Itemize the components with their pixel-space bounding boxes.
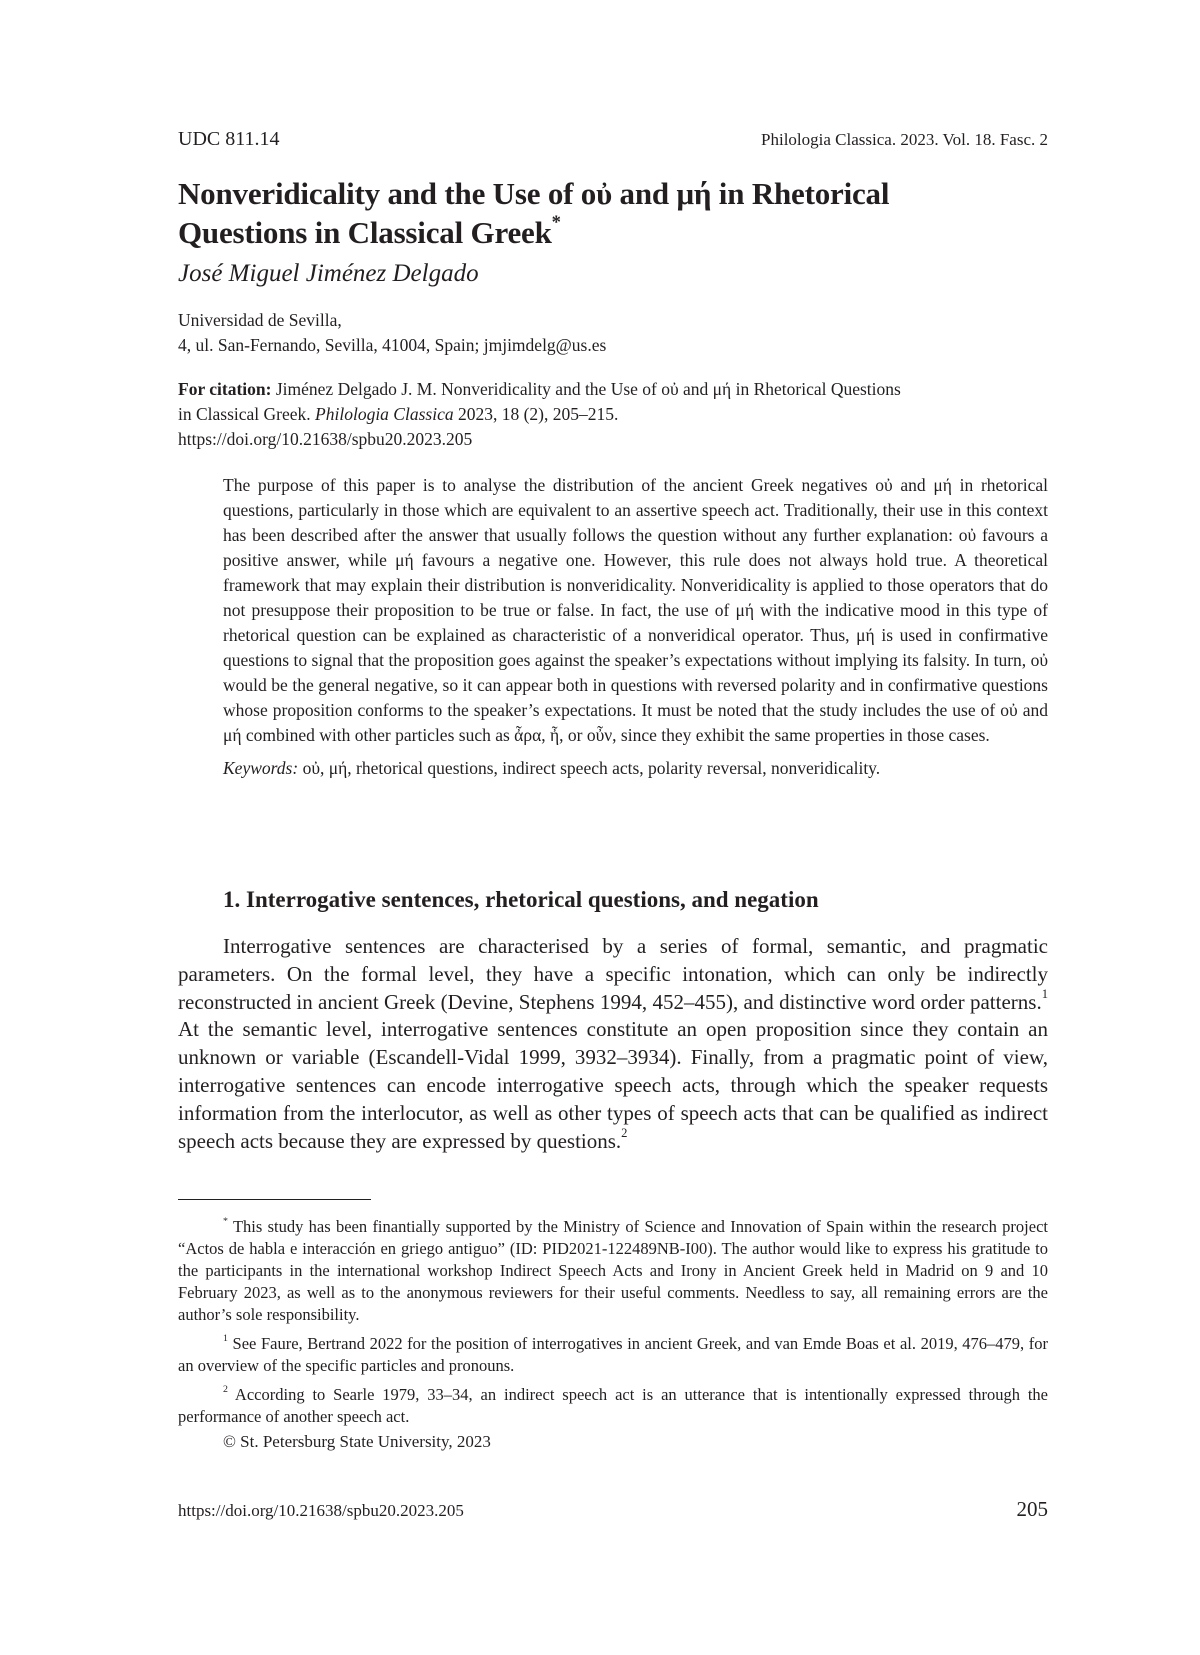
affiliation-line-1: Universidad de Sevilla, [178,310,342,330]
keywords-list: οὐ, μή, rhetorical questions, indirect speech acts, polarity reversal, nonveridicality. [298,758,881,778]
footer-doi-link[interactable]: https://doi.org/10.21638/spbu20.2023.205 [178,1501,464,1520]
body-paragraph: Interrogative sentences are characterised by a series of formal, semantic, and pragmatic parameters. On the formal level, they have a specific intonation, which can only be indirectly reconstructed in ancient Greek (Devine, Stephens 1994, 452–455), and distinctive word order patterns.$^1$ At the semantic level, interrogative sentences constitute an open proposition since they contain an unknown or variable (Escandell-Vidal 1999, 3932–3934). Finally, from a pragmatic point of view, interrogative sentences can encode interrogative speech acts, through which the speaker requests information from the interlocutor, as well as other types of speech acts that can be qualified as indirect speech acts because they are expressed by questions.$^2$ [178,934,1048,1153]
journal-reference: Philologia Classica. 2023. Vol. 18. Fasc. 2 [761,130,1048,149]
page-number: 205 [1016,1497,1048,1521]
citation-line-1: For citation: Jiménez Delgado J. M. Nonveridicality and the Use of οὐ and μή in Rhetorical Questions [178,379,901,399]
udc-code: UDC 811.14 [178,128,280,150]
footnote-1: $^1$ See Faure, Bertrand 2022 for the position of interrogatives in ancient Greek, and van Emde Boas et al. 2019, 476–479, for an overview of the specific particles and pronouns. [178,1332,1049,1375]
abstract-text: The purpose of this paper is to analyse the distribution of the ancient Greek negatives οὐ and μή in rhetorical questions, particularly in those which are equivalent to an assertive speech act. Traditionally, their use in this context has been described after the answer that usually follows the question without any further explanation: οὐ favours a positive answer, while μή favours a negative one. However, this rule does not always hold true. A theoretical framework that may explain their distribution is nonveridicality. Nonveridicality is applied to those operators that do not presuppose their proposition to be true or false. In fact, the use of μή with the indicative mood in this type of rhetorical question can be explained as characteristic of a nonveridical operator. Thus, μή is used in confirmative questions to signal that the proposition goes against the speaker’s expectations without implying its falsity. In turn, οὐ would be the general negative, so it can appear both in questions with reversed polarity and in confirmative questions whose proposition conforms to the speaker’s expectations. It must be noted that the study includes the use of οὐ and μή combined with other particles such as ἆρα, ἦ, or οὖν, since they exhibit the same properties in those cases. [223,475,1048,745]
citation-journal: Philologia Classica [315,404,454,424]
footnote-2: $^2$ According to Searle 1979, 33–34, an indirect speech act is an utterance that is intentionally expressed through the performance of another speech act. [178,1383,1048,1426]
section-heading: 1. Interrogative sentences, rhetorical questions, and negation [223,887,819,912]
author-name: José Miguel Jiménez Delgado [178,260,479,287]
citation-line-2: in Classical Greek. Philologia Classica 2023, 18 (2), 205–215. [178,404,619,424]
footnote-ref-1[interactable]: 1 [1041,987,1048,1002]
body-text [178,933,1048,1155]
keywords-label: Keywords: [223,758,299,778]
keywords [223,756,1048,781]
copyright-notice: © St. Petersburg State University, 2023 [223,1432,491,1451]
title-line-1: Nonveridicality and the Use of οὐ and μή in Rhetorical [178,176,890,211]
footnote-ref-2[interactable]: 2 [621,1126,628,1141]
title-line-2: Questions in Classical Greek* [178,211,561,250]
citation-block [178,377,1048,452]
abstract [223,473,1048,781]
title-footnote-marker[interactable]: * [551,211,561,233]
footnote-star: * This study has been finantially supported by the Ministry of Science and Innovation of Spain within the research project “Actos de habla e interacción en griego antiguo” (ID: PID2021-122489NB-I00). The author would like to express his gratitude to the participants in the international workshop Indirect Speech Acts and Irony in Ancient Greek held in Madrid on 9 and 10 February 2023, as well as to the anonymous reviewers for their useful comments. Needless to say, all remaining errors are the author’s sole responsibility. [178,1215,1048,1324]
page-footer [178,1497,1048,1525]
footnote-separator [178,1199,371,1200]
affiliation [178,308,606,358]
citation-doi-link[interactable]: https://doi.org/10.21638/spbu20.2023.205 [178,429,473,449]
affiliation-line-2: 4, ul. San-Fernando, Sevilla, 41004, Spain; jmjimdelg@us.es [178,335,607,355]
article-title [178,174,1048,252]
running-head [178,128,1048,154]
footnotes [178,1216,1048,1435]
citation-label: For citation: [178,379,272,399]
